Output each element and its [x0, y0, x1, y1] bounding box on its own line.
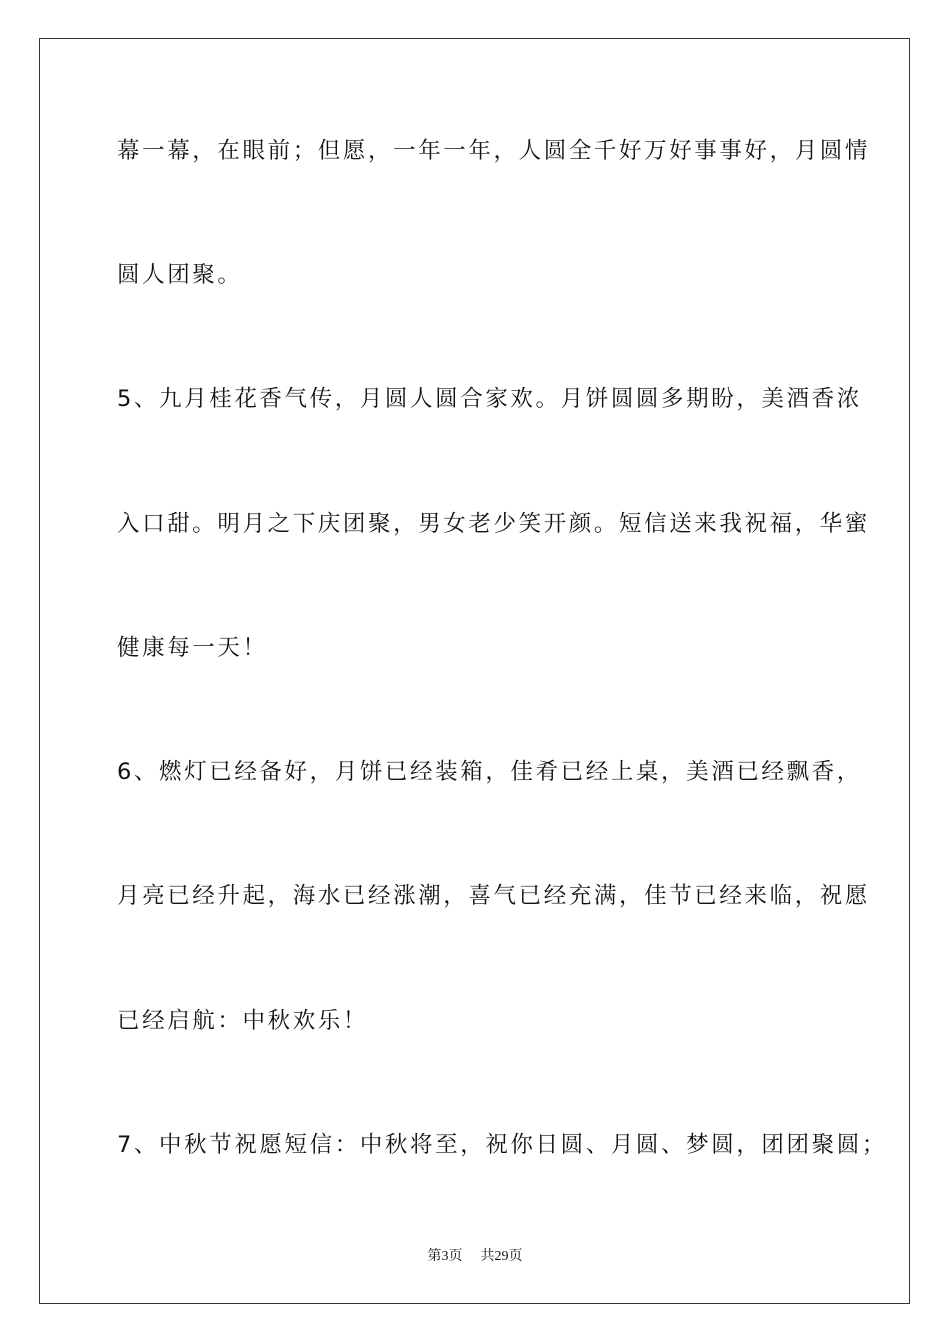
text-line: 已经启航：中秋欢乐！ [117, 1008, 369, 1034]
page-number: 第3页 [427, 1249, 463, 1264]
page-border [39, 38, 910, 1304]
text-line: 7、中秋节祝愿短信：中秋将至，祝你日圆、月圆、梦圆，团团聚圆； [117, 1132, 887, 1158]
page-total: 共29页 [480, 1249, 523, 1264]
text-line: 幕一幕，在眼前；但愿，一年一年，人圆全千好万好事事好，月圆情 [117, 138, 871, 164]
text-line: 6、燃灯已经备好，月饼已经装箱，佳肴已经上桌，美酒已经飘香， [117, 759, 862, 785]
text-line: 健康每一天！ [117, 635, 268, 661]
text-line: 月亮已经升起，海水已经涨潮，喜气已经充满，佳节已经来临，祝愿 [117, 883, 871, 909]
page-footer [0, 1245, 950, 1265]
text-line: 5、九月桂花香气传，月圆人圆合家欢。月饼圆圆多期盼，美酒香浓 [117, 386, 862, 412]
text-line: 圆人团聚。 [117, 262, 243, 288]
text-line: 入口甜。明月之下庆团聚，男女老少笑开颜。短信送来我祝福，华蜜 [117, 511, 871, 537]
